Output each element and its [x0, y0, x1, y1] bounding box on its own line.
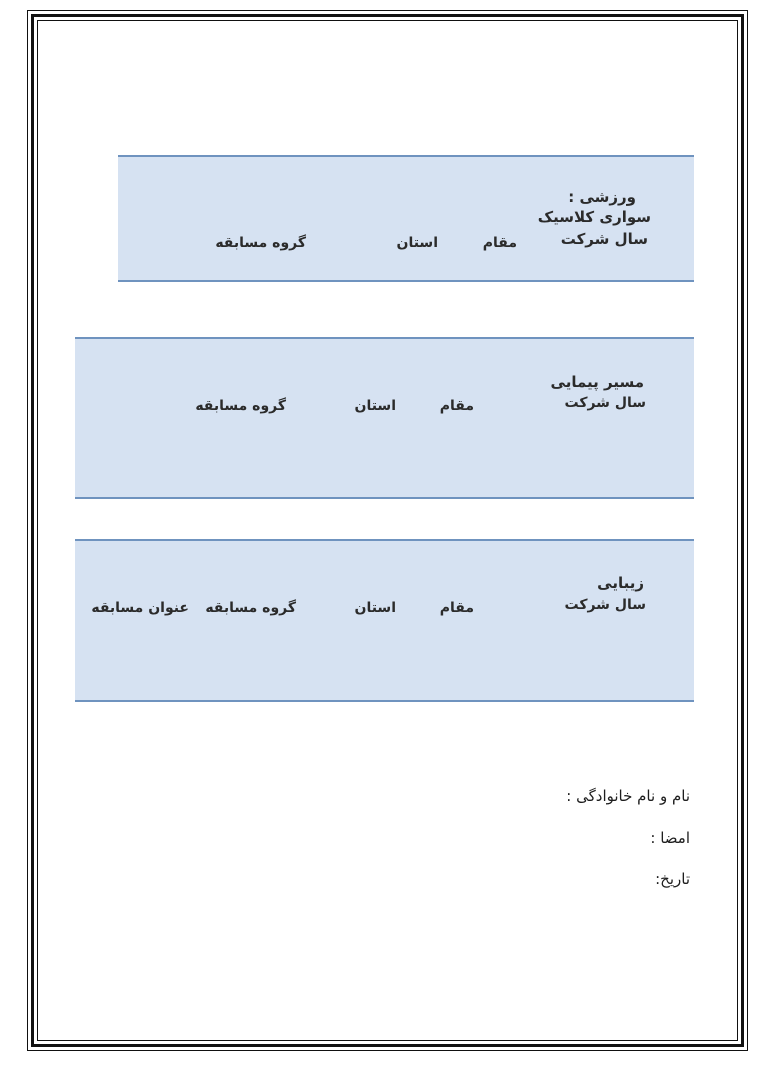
column-group: گروه مسابقه [195, 398, 286, 414]
section-sport-classic [118, 155, 694, 282]
column-rank: مقام [482, 235, 517, 251]
section-subtitle: سواری کلاسیک [537, 208, 651, 226]
column-province: استان [354, 398, 396, 414]
section-title: مسیر پیمایی [550, 373, 644, 391]
column-year: سال شرکت [564, 597, 646, 613]
name-label: نام و نام خانوادگی : [566, 787, 690, 805]
column-province: استان [354, 600, 396, 616]
column-year: سال شرکت [564, 395, 646, 411]
column-rank: مقام [439, 398, 474, 414]
section-title: ورزشی : [568, 188, 636, 206]
section-beauty [75, 539, 694, 702]
column-year: سال شرکت [560, 230, 648, 248]
date-label: تاریخ: [655, 870, 690, 888]
column-competition-title: عنوان مسابقه [91, 600, 189, 616]
section-trail [75, 337, 694, 499]
column-group: گروه مسابقه [215, 235, 306, 251]
section-title: زیبایی [597, 574, 644, 592]
column-rank: مقام [439, 600, 474, 616]
signature-label: امضا : [650, 829, 690, 847]
column-province: استان [396, 235, 438, 251]
column-group: گروه مسابقه [205, 600, 296, 616]
